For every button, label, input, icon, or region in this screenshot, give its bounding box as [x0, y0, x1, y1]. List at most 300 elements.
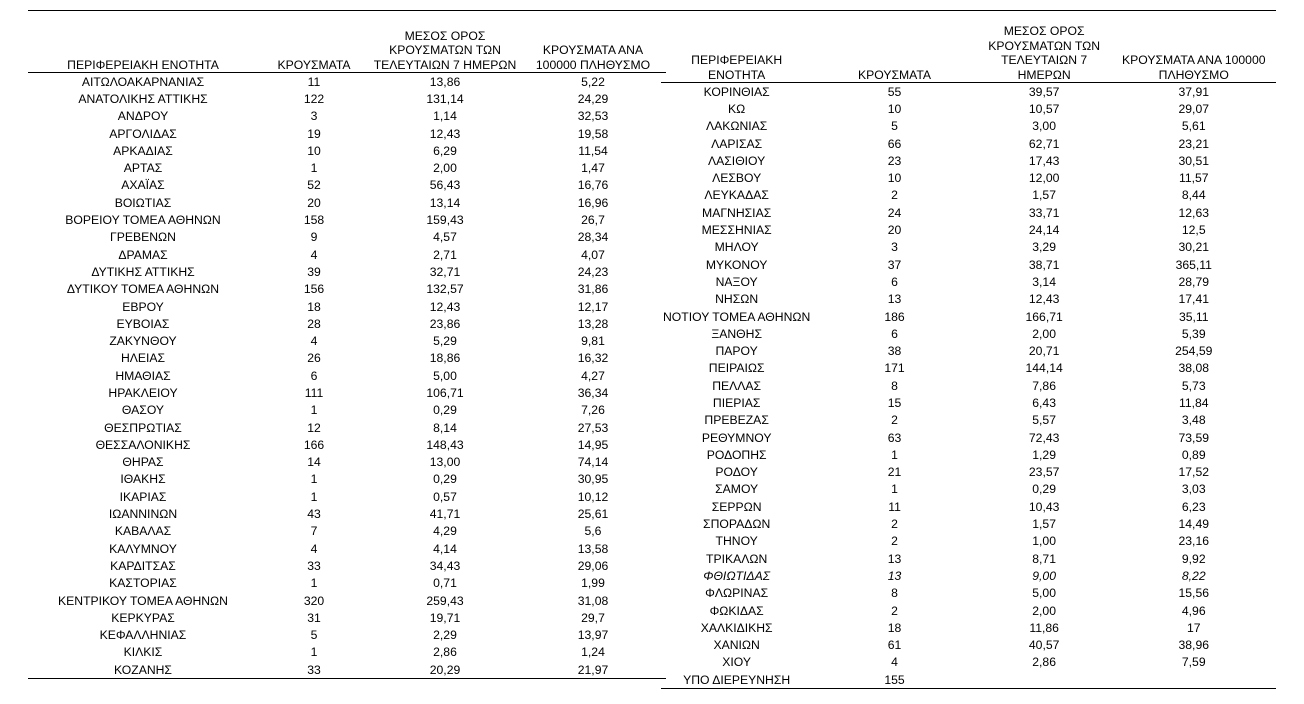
cell-per100k: 19,58 [577, 126, 609, 141]
cell-cases: 171 [884, 361, 905, 376]
cell-region: ΧΙΟΥ [722, 655, 752, 670]
cell-cases: 11 [307, 74, 321, 89]
cell-cases: 3 [310, 109, 318, 124]
cell-avg7: 4,57 [433, 230, 457, 245]
cell-cases: 20 [887, 223, 902, 238]
cell-avg7: 56,43 [429, 178, 461, 193]
cell-region: ΜΑΓΝΗΣΙΑΣ [702, 205, 772, 220]
cell-per100k: 11,54 [578, 143, 608, 158]
header-region: ΠΕΡΙΦΕΡΕΙΑΚΗ ΕΝΟΤΗΤΑ [661, 24, 812, 83]
cell-cases: 63 [887, 430, 902, 445]
table-row [661, 464, 1276, 481]
cell-per100k: 28,34 [577, 230, 609, 245]
table-row [28, 125, 666, 142]
table-row [661, 654, 1276, 671]
cell-region: ΧΑΛΚΙΔΙΚΗΣ [700, 620, 773, 635]
cell-avg7: 19,71 [429, 610, 461, 625]
cell-cases: 1 [310, 576, 318, 591]
table-row [661, 135, 1276, 152]
cell-per100k: 3,48 [1181, 413, 1206, 428]
cell-cases: 155 [812, 671, 976, 689]
table-row [28, 350, 666, 367]
cell-avg7: 2,00 [1032, 326, 1056, 341]
cell-cases: 186 [884, 309, 905, 324]
cell-per100k: 27,53 [577, 420, 609, 435]
cell-avg7: 132,57 [426, 282, 464, 297]
cell-region: ΛΑΣΙΘΙΟΥ [708, 153, 766, 168]
cell-avg7: 5,00 [433, 368, 457, 383]
cell-cases: 33 [307, 558, 321, 573]
cell-avg7: 41,71 [429, 507, 461, 522]
cell-per100k: 36,34 [577, 385, 609, 400]
table-row [28, 644, 666, 661]
cell-per100k: 29,06 [577, 558, 609, 573]
table-row [661, 204, 1276, 221]
cell-avg7: 8,14 [433, 420, 457, 435]
cell-cases: 1 [310, 161, 318, 176]
cell-avg7: 12,43 [1028, 292, 1060, 307]
cell-avg7: 1,29 [1032, 447, 1056, 462]
cell-region: ΚΕΡΚΥΡΑΣ [111, 610, 175, 625]
cell-cases: 8 [891, 378, 898, 393]
cell-cases: 156 [303, 282, 325, 297]
cell-cases: 3 [891, 240, 898, 255]
cell-cases: 8 [891, 586, 898, 601]
cell-avg7: 18,86 [429, 351, 461, 366]
cell-per100k: 14,49 [1178, 517, 1209, 532]
cell-per100k: 25,61 [577, 507, 609, 522]
table-row [661, 567, 1276, 584]
cell-cases: 9 [310, 230, 318, 245]
cell-per100k: 10,12 [577, 489, 609, 504]
cell-cases: 122 [303, 91, 325, 106]
table-row [28, 177, 666, 194]
cell-avg7: 1,14 [433, 109, 457, 124]
cell-avg7: 0,71 [433, 576, 457, 591]
table-row [28, 315, 666, 332]
cell-cases: 13 [887, 292, 902, 307]
cell-cases: 26 [307, 351, 321, 366]
cell-avg7: 33,71 [1028, 205, 1060, 220]
cell-region: ΝΟΤΙΟΥ ΤΟΜΕΑ ΑΘΗΝΩΝ [663, 309, 811, 324]
cell-region: ΘΑΣΟΥ [121, 403, 165, 418]
cell-per100k: 254,59 [1175, 344, 1213, 359]
table-row [28, 575, 666, 592]
table-row [661, 342, 1276, 359]
cell-region: ΣΕΡΡΩΝ [711, 499, 762, 514]
cell-avg7: 259,43 [426, 593, 464, 608]
cell-avg7: 24,14 [1028, 223, 1060, 238]
cell-cases: 24 [887, 205, 902, 220]
cell-avg7: 2,71 [433, 247, 457, 262]
cell-cases: 166 [303, 437, 325, 452]
cell-per100k: 31,86 [577, 282, 609, 297]
cell-region: ΘΗΡΑΣ [122, 455, 164, 470]
cell-per100k [1112, 671, 1277, 689]
cell-cases: 1 [310, 403, 318, 418]
table-row [661, 498, 1276, 515]
table-row [28, 592, 666, 609]
cell-avg7: 3,00 [1032, 119, 1056, 134]
cell-region: ΑΙΤΩΛΟΑΚΑΡΝΑΝΙΑΣ [81, 74, 205, 89]
cell-avg7: 0,29 [1032, 482, 1056, 497]
cell-per100k: 74,14 [577, 455, 609, 470]
table-row [661, 515, 1276, 532]
table-row [28, 384, 666, 401]
table-row [661, 221, 1276, 238]
cell-region: ΘΕΣΣΑΛΟΝΙΚΗΣ [95, 437, 191, 452]
cell-per100k: 28,79 [1178, 274, 1209, 289]
table-row [661, 83, 1276, 101]
cell-per100k: 0,89 [1181, 447, 1206, 462]
cell-region: ΦΛΩΡΙΝΑΣ [705, 586, 769, 601]
cell-region: ΖΑΚΥΝΘΟΥ [109, 334, 177, 349]
cell-region: ΤΡΙΚΑΛΩΝ [706, 551, 768, 566]
cell-cases: 1 [891, 447, 898, 462]
cell-cases: 43 [307, 507, 321, 522]
cell-region: ΒΟΙΩΤΙΑΣ [114, 195, 172, 210]
cell-avg7: 1,57 [1032, 188, 1056, 203]
cell-cases: 21 [887, 465, 902, 480]
table-row [661, 325, 1276, 342]
cell-region: ΑΝΔΡΟΥ [117, 109, 169, 124]
cell-cases: 7 [310, 524, 318, 539]
cell-cases: 10 [307, 143, 321, 158]
cell-per100k: 1,99 [581, 576, 605, 591]
cell-per100k: 5,39 [1181, 326, 1206, 341]
cell-per100k: 4,07 [581, 247, 605, 262]
cell-region: ΚΑΣΤΟΡΙΑΣ [109, 576, 177, 591]
table-row [28, 194, 666, 211]
cell-avg7: 10,43 [1028, 499, 1060, 514]
cell-region: ΛΕΥΚΑΔΑΣ [704, 188, 769, 203]
cell-cases: 6 [891, 326, 898, 341]
cell-avg7: 11,86 [1029, 620, 1059, 635]
cell-cases: 10 [887, 101, 902, 116]
cell-per100k: 29,07 [1178, 101, 1209, 116]
cell-cases: 5 [310, 628, 318, 643]
cell-per100k: 11,57 [1178, 171, 1209, 186]
cell-per100k: 73,59 [1178, 430, 1209, 445]
cell-region: ΦΩΚΙΔΑΣ [709, 603, 764, 618]
cell-per100k: 17 [1186, 620, 1201, 635]
table-row [28, 108, 666, 125]
cell-per100k: 5,61 [1181, 119, 1206, 134]
cell-avg7: 148,43 [426, 437, 464, 452]
cell-per100k: 7,26 [581, 403, 605, 418]
cell-per100k: 24,29 [577, 91, 609, 106]
cell-region: ΚΕΦΑΛΛΗΝΙΑΣ [99, 628, 187, 643]
cell-per100k: 5,73 [1181, 378, 1206, 393]
cell-avg7: 38,71 [1028, 257, 1060, 272]
cell-avg7: 20,29 [370, 661, 520, 679]
cell-cases: 4 [310, 541, 318, 556]
cell-region: ΠΡΕΒΕΖΑΣ [704, 413, 769, 428]
cell-cases: 13 [887, 551, 902, 566]
cell-per100k: 17,52 [1178, 465, 1209, 480]
table-header-row [661, 24, 1276, 83]
cell-per100k: 32,53 [577, 109, 609, 124]
cell-region: ΔΥΤΙΚΗΣ ΑΤΤΙΚΗΣ [91, 264, 195, 279]
table-body-right [661, 83, 1276, 689]
cell-cases: 33 [258, 661, 370, 679]
table-row [28, 367, 666, 384]
cell-cases: 15 [887, 395, 902, 410]
cell-per100k: 8,44 [1181, 188, 1206, 203]
cell-region: ΚΑΒΑΛΑΣ [114, 524, 172, 539]
table-row [28, 298, 666, 315]
cell-cases: 1 [310, 472, 318, 487]
cell-cases: 20 [307, 195, 321, 210]
cell-region: ΙΘΑΚΗΣ [120, 472, 166, 487]
cell-cases: 1 [310, 645, 318, 660]
table-row [661, 550, 1276, 567]
cell-cases: 31 [307, 610, 321, 625]
cell-avg7: 72,43 [1028, 430, 1060, 445]
cell-avg7: 13,86 [429, 74, 461, 89]
cell-per100k: 9,92 [1181, 551, 1206, 566]
cell-cases: 111 [304, 385, 324, 400]
table-row [661, 481, 1276, 498]
cell-region: ΒΟΡΕΙΟΥ ΤΟΜΕΑ ΑΘΗΝΩΝ [65, 213, 221, 228]
cell-per100k: 6,23 [1181, 499, 1206, 514]
table-row [28, 471, 666, 488]
header-per100k: ΚΡΟΥΣΜΑΤΑ ΑΝΑ 100000 ΠΛΗΘΥΣΜΟ [520, 24, 666, 73]
cell-avg7: 3,14 [1032, 274, 1056, 289]
cell-avg7: 8,71 [1032, 551, 1056, 566]
cell-per100k: 16,76 [577, 178, 609, 193]
table-row [28, 609, 666, 626]
table-header-row [28, 24, 666, 73]
table-row [661, 118, 1276, 135]
cell-per100k: 38,08 [1178, 361, 1209, 376]
table-row [661, 533, 1276, 550]
table-row [661, 152, 1276, 169]
cell-avg7: 0,29 [433, 472, 457, 487]
cell-per100k: 4,27 [581, 368, 605, 383]
table-row [661, 360, 1276, 377]
table-row [661, 602, 1276, 619]
cell-region: ΑΝΑΤΟΛΙΚΗΣ ΑΤΤΙΚΗΣ [78, 91, 208, 106]
cell-cases: 18 [887, 620, 902, 635]
table-row [28, 505, 666, 522]
header-cases: ΚΡΟΥΣΜΑΤΑ [812, 24, 976, 83]
cell-avg7: 0,57 [433, 489, 457, 504]
table-row [28, 627, 666, 644]
cell-cases: 12 [307, 420, 321, 435]
cell-per100k: 37,91 [1178, 84, 1209, 99]
cell-avg7: 2,00 [433, 161, 457, 176]
table-row [661, 291, 1276, 308]
cell-avg7: 1,00 [1032, 534, 1056, 549]
cell-cases: 2 [891, 517, 898, 532]
cell-per100k: 16,96 [577, 195, 609, 210]
cell-cases: 6 [891, 274, 898, 289]
cell-avg7: 5,57 [1032, 413, 1056, 428]
cell-per100k: 14,95 [577, 437, 609, 452]
cell-cases: 39 [307, 264, 321, 279]
cell-cases: 14 [307, 455, 321, 470]
table-row [661, 169, 1276, 186]
cell-cases: 37 [887, 257, 902, 272]
cell-cases: 158 [303, 213, 325, 228]
cell-avg7: 62,71 [1028, 136, 1060, 151]
cell-avg7: 10,57 [1028, 101, 1060, 116]
cell-per100k: 30,21 [1178, 240, 1209, 255]
table-row [661, 187, 1276, 204]
table-row [28, 281, 666, 298]
cell-cases: 55 [887, 84, 902, 99]
table-row [661, 256, 1276, 273]
cell-per100k: 11,84 [1178, 395, 1209, 410]
cell-region: ΛΑΚΩΝΙΑΣ [705, 119, 768, 134]
cell-region: ΔΡΑΜΑΣ [118, 247, 168, 262]
table-row [661, 585, 1276, 602]
cell-cases: 320 [303, 593, 325, 608]
cell-per100k: 12,17 [577, 299, 609, 314]
cell-avg7: 3,29 [1032, 240, 1056, 255]
cell-avg7: 17,43 [1028, 153, 1060, 168]
cases-table-left [28, 24, 666, 679]
cell-region: ΞΑΝΘΗΣ [711, 326, 762, 341]
cell-region: ΘΕΣΠΡΩΤΙΑΣ [104, 420, 182, 435]
cell-cases: 19 [307, 126, 321, 141]
table-row [28, 454, 666, 471]
cell-region: ΤΗΝΟΥ [715, 534, 758, 549]
cell-region: ΓΡΕΒΕΝΩΝ [110, 230, 176, 245]
cell-cases: 28 [307, 316, 321, 331]
cell-cases: 2 [891, 603, 898, 618]
table-row [28, 142, 666, 159]
table-row [28, 211, 666, 228]
cell-avg7: 7,86 [1032, 378, 1056, 393]
cell-region: ΜΗΛΟΥ [714, 240, 759, 255]
cell-per100k: 365,11 [1175, 257, 1212, 272]
cell-avg7: 40,57 [1028, 638, 1060, 653]
cell-per100k: 5,22 [581, 74, 605, 89]
cell-region: ΠΑΡΟΥ [715, 344, 758, 359]
cell-region: ΙΩΑΝΝΙΝΩΝ [108, 507, 178, 522]
cell-cases: 13 [887, 568, 902, 583]
cell-avg7: 23,57 [1028, 465, 1060, 480]
cell-region: ΦΘΙΩΤΙΔΑΣ [703, 568, 771, 583]
cell-per100k: 13,97 [577, 628, 609, 643]
cell-region: ΗΡΑΚΛΕΙΟΥ [108, 385, 178, 400]
cell-region: ΑΧΑΪΑΣ [121, 178, 165, 193]
cell-per100k: 17,41 [1178, 292, 1209, 307]
header-cases: ΚΡΟΥΣΜΑΤΑ [258, 24, 370, 73]
cell-per100k: 35,11 [1178, 309, 1209, 324]
cell-per100k: 13,58 [577, 541, 609, 556]
cell-avg7: 9,00 [1032, 568, 1056, 583]
cell-avg7: 34,43 [429, 558, 461, 573]
cell-avg7: 6,43 [1032, 395, 1056, 410]
cell-avg7: 0,29 [433, 403, 457, 418]
cell-avg7: 166,71 [1025, 309, 1063, 324]
table-row [661, 394, 1276, 411]
header-avg7: ΜΕΣΟΣ ΟΡΟΣ ΚΡΟΥΣΜΑΤΩΝ ΤΩΝ ΤΕΛΕΥΤΑΙΩΝ 7 ΗΜΕΡΩΝ [977, 24, 1112, 83]
table-row [28, 557, 666, 574]
cell-cases: 18 [307, 299, 321, 314]
cell-avg7: 20,71 [1028, 344, 1060, 359]
cell-per100k: 23,21 [1178, 136, 1209, 151]
cell-avg7: 12,43 [429, 126, 461, 141]
cell-region: ΑΡΚΑΔΙΑΣ [113, 143, 173, 158]
cell-cases: 5 [891, 119, 898, 134]
table-row [661, 637, 1276, 654]
cell-region: ΕΒΡΟΥ [122, 299, 164, 314]
cell-region: ΗΜΑΘΙΑΣ [115, 368, 171, 383]
cell-avg7: 12,43 [429, 299, 461, 314]
cell-cases: 4 [310, 334, 318, 349]
cases-table-right [661, 24, 1276, 689]
cell-per100k: 38,96 [1178, 638, 1209, 653]
cell-cases: 2 [891, 188, 898, 203]
cell-cases: 66 [887, 136, 902, 151]
cell-region: ΠΕΛΛΑΣ [712, 378, 762, 393]
table-row [661, 239, 1276, 256]
cell-avg7: 4,14 [433, 541, 457, 556]
cell-cases: 10 [887, 171, 902, 186]
cell-cases: 1 [310, 489, 318, 504]
cell-region: ΠΙΕΡΙΑΣ [712, 395, 761, 410]
cell-per100k: 15,56 [1178, 586, 1209, 601]
table-row [28, 332, 666, 349]
cell-avg7: 23,86 [429, 316, 461, 331]
cell-region: ΛΑΡΙΣΑΣ [711, 136, 763, 151]
cell-avg7: 32,71 [429, 264, 461, 279]
cell-avg7 [977, 671, 1112, 689]
cell-avg7: 131,14 [426, 91, 464, 106]
top-rule [661, 10, 1276, 11]
cell-cases: 4 [310, 247, 318, 262]
cell-avg7: 106,71 [426, 385, 464, 400]
table-row [661, 100, 1276, 117]
cell-region: ΚΙΛΚΙΣ [123, 645, 163, 660]
cell-region: ΕΥΒΟΙΑΣ [116, 316, 170, 331]
cell-per100k: 7,59 [1181, 655, 1206, 670]
table-row [28, 159, 666, 176]
cell-cases: 23 [887, 153, 902, 168]
cell-region: ΚΩ [728, 101, 746, 116]
cell-per100k: 23,16 [1178, 534, 1209, 549]
cell-cases: 2 [891, 413, 898, 428]
cell-region: ΑΡΤΑΣ [123, 161, 163, 176]
cell-per100k: 8,22 [1181, 568, 1206, 583]
cell-per100k: 1,24 [581, 645, 605, 660]
cell-per100k: 9,81 [581, 334, 605, 349]
cell-avg7: 39,57 [1028, 84, 1060, 99]
cell-region: ΜΥΚΟΝΟΥ [705, 257, 768, 272]
cell-cases: 1 [891, 482, 898, 497]
table-row [28, 488, 666, 505]
cell-avg7: 159,43 [426, 213, 464, 228]
cell-avg7: 1,57 [1032, 517, 1056, 532]
cell-region: ΚΕΝΤΡΙΚΟΥ ΤΟΜΕΑ ΑΘΗΝΩΝ [58, 593, 228, 608]
cell-region: ΥΠΟ ΔΙΕΡΕΥΝΗΣΗ [661, 671, 812, 689]
cell-region: ΚΟΖΑΝΗΣ [28, 661, 258, 679]
cell-cases: 61 [887, 638, 902, 653]
cell-region: ΧΑΝΙΩΝ [713, 638, 760, 653]
header-per100k: ΚΡΟΥΣΜΑΤΑ ΑΝΑ 100000 ΠΛΗΘΥΣΜΟ [1112, 24, 1277, 83]
cell-region: ΛΕΣΒΟΥ [712, 171, 762, 186]
table-row [28, 263, 666, 280]
table-row [661, 273, 1276, 290]
cell-per100k: 5,6 [584, 524, 602, 539]
cell-per100k: 16,32 [577, 351, 609, 366]
cell-per100k: 13,28 [577, 316, 609, 331]
cell-cases: 11 [888, 499, 901, 514]
